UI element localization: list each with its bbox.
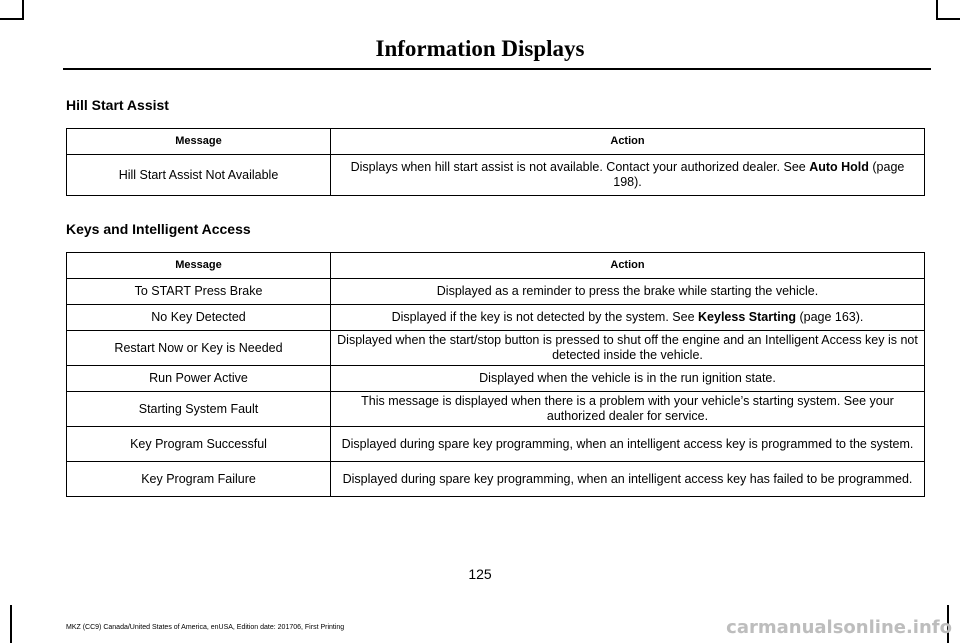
action-cell: Displayed during spare key programming, when an intelligent access key has failed to be programmed. [331,462,925,497]
message-cell: Starting System Fault [67,392,331,427]
message-cell: Key Program Failure [67,462,331,497]
hill-start-table [66,128,925,196]
watermark-logo: carmanualsonline.info [726,617,952,638]
table-header-row [67,253,925,279]
table-header-row [67,129,925,155]
page-reference: (page 163). [795,310,864,324]
header-divider [63,68,931,70]
message-cell: No Key Detected [67,305,331,331]
table-row [67,331,925,366]
table-row [67,279,925,305]
crop-mark [22,0,24,18]
table-row [67,427,925,462]
keys-table [66,252,925,497]
crop-mark [10,605,12,643]
action-cell [331,305,925,331]
message-cell: Key Program Successful [67,427,331,462]
crop-mark [0,18,24,20]
cross-reference-link[interactable]: Auto Hold [809,160,869,174]
table-row [67,462,925,497]
section-title-keys: Keys and Intelligent Access [66,221,251,237]
action-cell: Displayed during spare key programming, when an intelligent access key is programmed to the system. [331,427,925,462]
column-header-message: Message [67,129,331,155]
table-row [67,366,925,392]
column-header-action: Action [331,253,925,279]
table-row [67,392,925,427]
message-cell: Hill Start Assist Not Available [67,155,331,196]
column-header-action: Action [331,129,925,155]
edition-footer: MKZ (CC9) Canada/United States of America, enUSA, Edition date: 201706, First Printing [66,624,345,631]
action-cell [331,155,925,196]
column-header-message: Message [67,253,331,279]
action-cell: Displayed when the start/stop button is pressed to shut off the engine and an Intelligent Access key is not detected inside the vehicle. [331,331,925,366]
page-header-title: Information Displays [375,36,585,61]
message-cell: Run Power Active [67,366,331,392]
action-text: Displays when hill start assist is not available. Contact your authorized dealer. See [350,160,810,174]
message-cell: To START Press Brake [67,279,331,305]
table-row [67,305,925,331]
page-reference: (page 198). [613,160,905,189]
crop-mark [936,0,938,18]
action-cell: Displayed when the vehicle is in the run ignition state. [331,366,925,392]
crop-mark [936,18,960,20]
action-cell: This message is displayed when there is a problem with your vehicle’s starting system. See your authorized dealer for service. [331,392,925,427]
cross-reference-link[interactable]: Keyless Starting [698,310,796,324]
page-number: 125 [468,566,492,582]
message-cell: Restart Now or Key is Needed [67,331,331,366]
section-title-hill-start: Hill Start Assist [66,97,169,113]
table-row [67,155,925,196]
action-cell: Displayed as a reminder to press the brake while starting the vehicle. [331,279,925,305]
action-text: Displayed if the key is not detected by the system. See [391,310,699,324]
